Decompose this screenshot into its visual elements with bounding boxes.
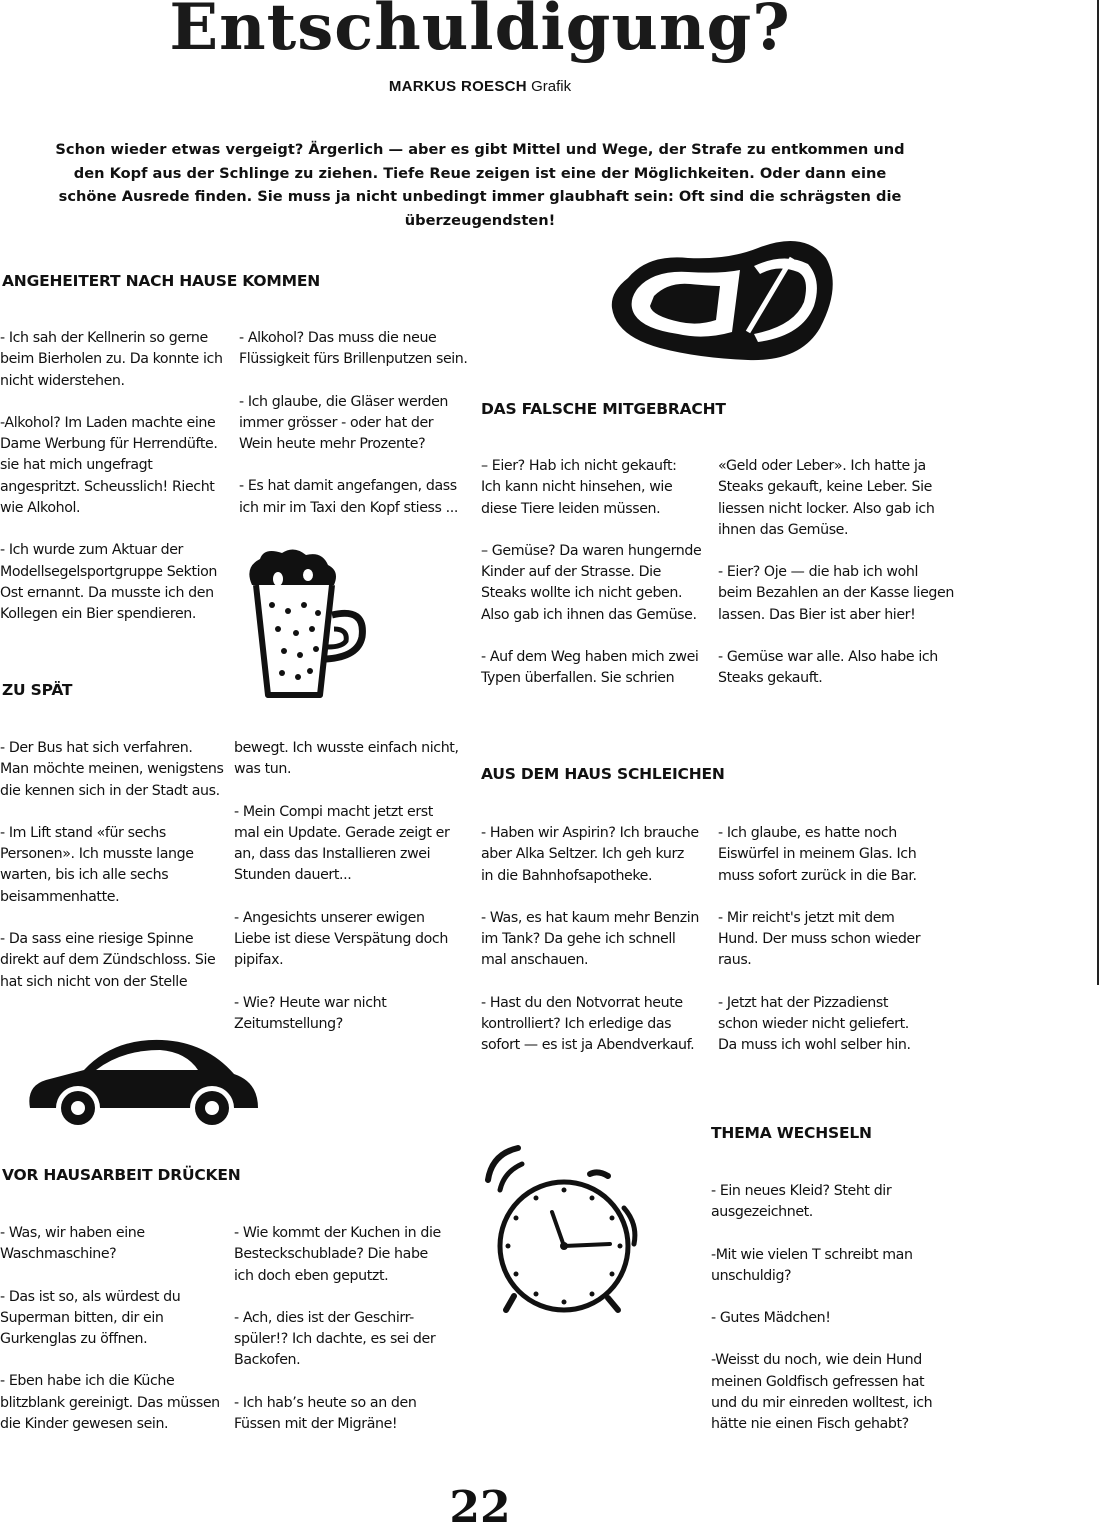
excuse-text: -Mit wie vielen T schreibt man unschuldig? — [711, 1246, 913, 1284]
byline-author: MARKUS ROESCH — [388, 78, 527, 95]
heading-thema: THEMA WECHSELN — [711, 1124, 872, 1142]
byline — [0, 78, 960, 95]
excuse-text: - Ach, dies ist der Geschirr- spüler!? Ich dachte, es sei der Backofen. — [234, 1309, 436, 1369]
excuse-text: - Gutes Mädchen! — [711, 1310, 831, 1327]
excuse-text: – Eier? Hab ich nicht gekauft: Ich kann nicht hinsehen, wie diese Tiere leiden müssen. — [481, 458, 677, 517]
excuse-text: - Eier? Oje — die hab ich wohl beim Bezahlen an der Kasse liegen lassen. Das Bier ist aber hier! — [718, 564, 954, 623]
excuse-text: - Ein neues Kleid? Steht dir ausgezeichnet. — [711, 1183, 892, 1221]
column-mitgebracht-2 — [718, 456, 958, 690]
excuse-text: - Es hat damit angefangen, dass ich mir im Taxi den Kopf stiess ... — [239, 478, 458, 516]
heading-angeheitert: ANGEHEITERT NACH HAUSE KOMMEN — [2, 272, 321, 290]
excuse-text: - Da sass eine riesige Spinne direkt auf dem Zündschloss. Sie hat sich nicht von der Stelle — [0, 931, 216, 990]
heading-mitgebracht: DAS FALSCHE MITGEBRACHT — [481, 400, 726, 418]
excuse-text: -Alkohol? Im Laden machte eine Dame Werbung für Herrendüfte. sie hat mich ungefragt angespritzt. Scheusslich! Riecht wie Alkohol. — [0, 414, 218, 517]
excuse-text: - Das ist so, als würdest du Superman bitten, dir ein Gurkenglas zu öffnen. — [0, 1288, 181, 1348]
excuse-text: - Wie kommt der Kuchen in die Besteckschublade? Die habe ich doch eben geputzt. — [234, 1225, 441, 1284]
beer-mug-icon — [238, 545, 378, 705]
excuse-text: - Ich glaube, die Gläser werden immer grösser - oder hat der Wein heute mehr Prozente? — [239, 393, 449, 453]
excuse-text: - Mir reicht's jetzt mit dem Hund. Der muss schon wieder raus. — [718, 909, 921, 969]
heading-hausarbeit: VOR HAUSARBEIT DRÜCKEN — [2, 1166, 241, 1184]
column-zu-spaet-1 — [0, 738, 228, 993]
excuse-text: - Jetzt hat der Pizzadienst schon wieder nicht geliefert. Da muss ich wohl selber hin. — [718, 994, 911, 1054]
column-mitgebracht-1 — [481, 456, 713, 690]
excuse-text: - Was, wir haben eine Waschmaschine? — [0, 1225, 145, 1263]
excuse-text: «Geld oder Leber». Ich hatte ja Steaks gekauft, keine Leber. Sie liessen nicht locker. Also gab ich ihnen das Gemüse. — [718, 458, 935, 538]
car-icon — [22, 1030, 262, 1130]
page-title: Entschuldigung? — [169, 0, 791, 65]
excuse-text: - Mein Compi macht jetzt erst mal ein Update. Gerade zeigt er an, dass das Installieren zwei Stunden dauert... — [234, 803, 450, 884]
excuse-text: - Der Bus hat sich verfahren. Man möchte meinen, wenigstens die kennen sich in der Stadt aus. — [0, 740, 224, 799]
column-zu-spaet-2 — [234, 738, 474, 1035]
excuse-text: - Gemüse war alle. Also habe ich Steaks gekauft. — [718, 649, 938, 687]
excuse-text: - Ich hab’s heute so an den Füssen mit der Migräne! — [234, 1394, 417, 1433]
column-angeheitert-2 — [239, 328, 479, 519]
intro-text: Schon wieder etwas vergeigt? Ärgerlich — aber es gibt Mittel und Wege, der Strafe zu entkommen und den Kopf aus der Schlinge zu ziehen. Tiefe Reue zeigen ist eine der Möglichkeiten. Oder dann eine schöne Ausrede finden. Sie muss ja nicht unbedingt immer glaubhaft sein: Oft sind die schrägsten die überzeugendsten! — [55, 141, 905, 229]
column-angeheitert-1 — [0, 328, 230, 626]
excuse-text: - Auf dem Weg haben mich zwei Typen überfallen. Sie schrien — [481, 649, 699, 687]
column-schleichen-1 — [481, 823, 713, 1057]
column-thema-1 — [711, 1181, 961, 1436]
excuse-text: - Was, es hat kaum mehr Benzin im Tank? Da gehe ich schnell mal anschauen. — [481, 909, 699, 969]
heading-zu-spaet: ZU SPÄT — [2, 681, 73, 699]
column-schleichen-2 — [718, 823, 958, 1057]
steak-icon — [608, 236, 838, 366]
column-hausarbeit-2 — [234, 1223, 474, 1435]
excuse-text: - Wie? Heute war nicht Zeitumstellung? — [234, 994, 387, 1032]
excuse-text: -Weisst du noch, wie dein Hund meinen Goldfisch gefressen hat und du mir einreden wolltest, ich hätte nie einen Fisch gehabt? — [711, 1352, 933, 1433]
heading-schleichen: AUS DEM HAUS SCHLEICHEN — [481, 765, 725, 783]
excuse-text: - Ich wurde zum Aktuar der Modellsegelsportgruppe Sektion Ost ernannt. Da musste ich den Kollegen ein Bier spendieren. — [0, 542, 218, 623]
page-number: 22 — [449, 1482, 511, 1533]
excuse-text: - Alkohol? Das muss die neue Flüssigkeit fürs Brillenputzen sein. — [239, 330, 468, 368]
excuse-text: - Haben wir Aspirin? Ich brauche aber Alka Seltzer. Ich geh kurz in die Bahnhofsapotheke. — [481, 825, 699, 884]
excuse-text: bewegt. Ich wusste einfach nicht, was tun. — [234, 740, 459, 778]
alarm-clock-icon — [478, 1140, 658, 1320]
excuse-text: - Angesichts unserer ewigen Liebe ist diese Verspätung doch pipifax. — [234, 909, 448, 969]
excuse-text: – Gemüse? Da waren hungernde Kinder auf der Strasse. Die Steaks wollte ich nicht geben. Also gab ich ihnen das Gemüse. — [481, 542, 702, 623]
column-hausarbeit-1 — [0, 1223, 228, 1435]
excuse-text: - Ich sah der Kellnerin so gerne beim Bierholen zu. Da konnte ich nicht widerstehen. — [0, 330, 223, 389]
excuse-text: - Im Lift stand «für sechs Personen». Ich musste lange warten, bis ich alle sechs beisammenhatte. — [0, 824, 194, 905]
excuse-text: - Hast du den Notvorrat heute kontrolliert? Ich erledige das sofort — es ist ja Abendverkauf. — [481, 994, 695, 1054]
byline-role: Grafik — [531, 78, 572, 95]
excuse-text: - Eben habe ich die Küche blitzblank gereinigt. Das müssen die Kinder gewesen sein. — [0, 1373, 220, 1433]
excuse-text: - Ich glaube, es hatte noch Eiswürfel in meinem Glas. Ich muss sofort zurück in die Bar. — [718, 825, 917, 884]
